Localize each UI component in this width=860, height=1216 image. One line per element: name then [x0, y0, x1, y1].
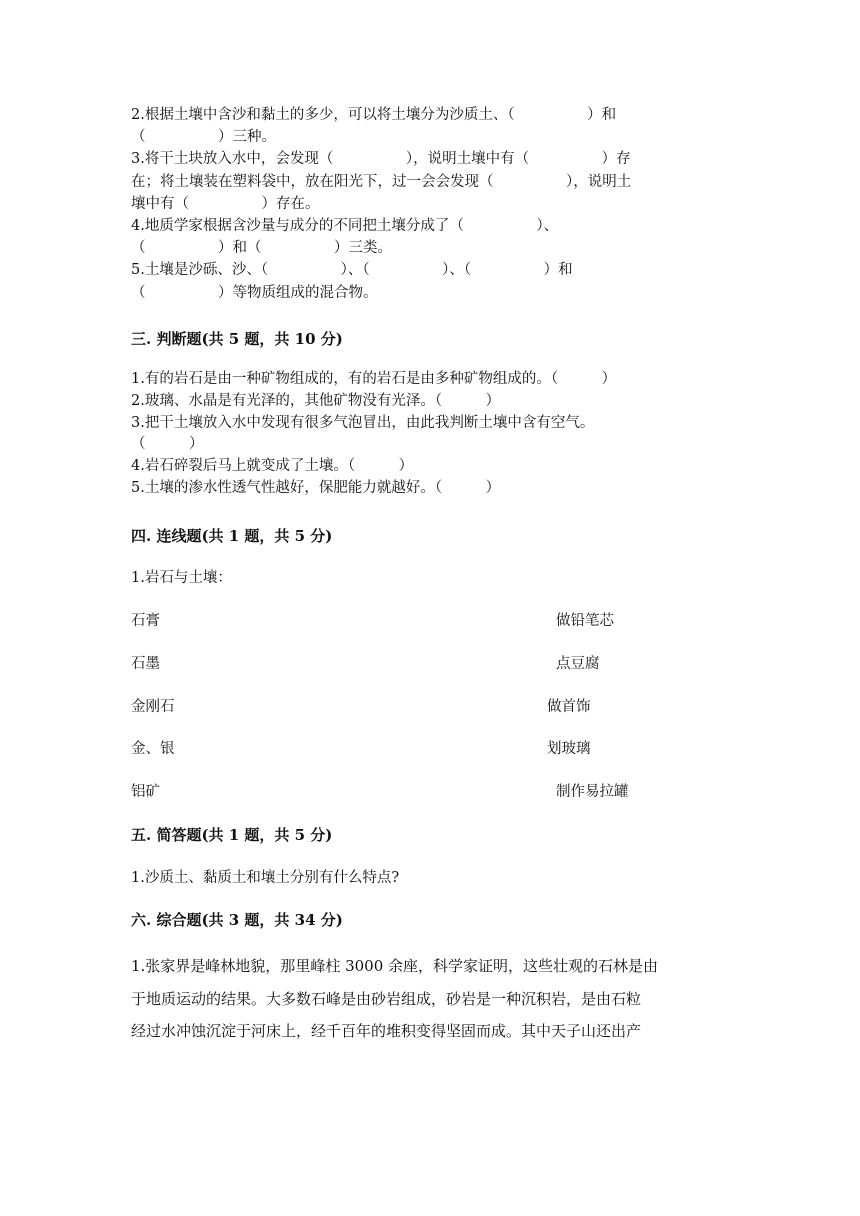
paragraph-line: 于地质运动的结果。大多数石峰是由砂岩组成，砂岩是一种沉积岩，是由石粒	[131, 989, 642, 1008]
question-line: 3.将干土块放入水中，会发现（ ），说明土壤中有（ ）存	[131, 151, 631, 168]
question-line: 1.有的岩石是由一种矿物组成的，有的岩石是由多种矿物组成的。（ ）	[131, 371, 617, 387]
question-line: （ ）和（ ）三类。	[131, 240, 392, 257]
matching-right-item: 做铅笔芯	[556, 613, 614, 629]
matching-right-item: 做首饰	[547, 699, 591, 715]
section-heading-comprehensive: 六. 综合题(共 3 题，共 34 分)	[131, 911, 343, 929]
question-line: 5.土壤是沙砾、沙、（ ）、（ ）、（ ）和	[131, 262, 573, 279]
judgement-questions	[131, 369, 731, 500]
question-line: （ ）等物质组成的混合物。	[131, 284, 378, 301]
matching-left-item: 金刚石	[131, 699, 175, 715]
question-line: 2.玻璃、水晶是有光泽的，其他矿物没有光泽。（ ）	[131, 392, 501, 409]
matching-left-item: 金、银	[131, 741, 175, 757]
question-line: （ ）	[131, 436, 204, 453]
matching-question: 1.岩石与土壤：	[131, 570, 232, 586]
matching-left-item: 石膏	[131, 613, 160, 629]
matching-left-item: 铝矿	[131, 784, 160, 800]
matching-right-item: 制作易拉罐	[556, 784, 629, 800]
matching-right-item: 划玻璃	[547, 741, 591, 757]
paragraph-line: 经过水冲蚀沉淀于河床上，经千百年的堆积变得坚固而成。其中天子山还出产	[131, 1022, 642, 1040]
section-heading-judgement: 三. 判断题(共 5 题，共 10 分)	[131, 330, 343, 348]
section-heading-short-answer: 五. 简答题(共 1 题，共 5 分)	[131, 826, 333, 844]
paragraph-line: 1.张家界是峰林地貌，那里峰柱 3000 余座，科学家证明，这些壮观的石林是由	[131, 957, 659, 975]
question-line: 2.根据土壤中含沙和黏土的多少，可以将土壤分为沙质土、（ ）和	[131, 107, 617, 123]
question-line: 3.把干土壤放入水中发现有很多气泡冒出，由此我判断土壤中含有空气。	[131, 414, 595, 431]
question-line: 在；将土壤装在塑料袋中，放在阳光下，过一会会发现（ ），说明土	[131, 173, 632, 190]
question-line: 4.地质学家根据含沙量与成分的不同把土壤分成了（ ）、	[131, 218, 559, 235]
short-answer-question: 1.沙质土、黏质土和壤土分别有什么特点?	[131, 870, 400, 886]
matching-right-item: 点豆腐	[556, 656, 600, 672]
section-heading-matching: 四. 连线题(共 1 题，共 5 分)	[131, 527, 333, 545]
matching-left-item: 石墨	[131, 656, 160, 672]
question-line: （ ）三种。	[131, 129, 276, 146]
question-line: 壤中有（ ）存在。	[131, 195, 320, 212]
question-line: 5.土壤的渗水性透气性越好，保肥能力就越好。（ ）	[131, 479, 501, 496]
question-line: 4.岩石碎裂后马上就变成了土壤。（ ）	[131, 458, 414, 475]
fill-in-questions	[131, 104, 731, 304]
comprehensive-question	[131, 950, 731, 1048]
